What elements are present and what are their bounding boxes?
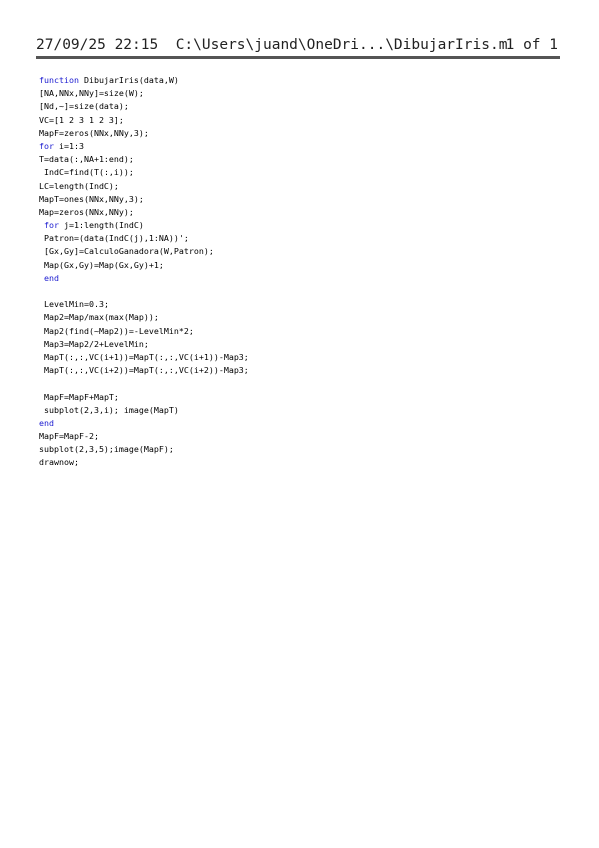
code-line [39,140,249,153]
code-text: j=1:length(IndC) [59,220,144,231]
code-line [39,298,249,311]
code-text: Map3=Map2/2+LevelMin; [44,338,149,349]
code-line [39,100,249,113]
print-header [36,36,560,59]
code-keyword: for [39,140,54,151]
code-line [39,377,249,390]
code-line [39,193,249,206]
code-keyword: end [44,272,59,283]
code-text: LC=length(IndC); [39,180,119,191]
code-text: DibujarIris(data,W) [78,75,179,85]
code-line [39,232,249,245]
code-text: IndC=find(T(:,i)); [44,167,134,178]
code-line [39,127,249,140]
code-line [39,325,249,338]
code-text: LevelMin=0.3; [44,299,109,310]
code-text: i=1:3 [54,140,84,151]
code-text: Map2(find(~Map2))=-LevelMin*2; [44,325,194,336]
code-text: VC=[1 2 3 1 2 3]; [39,114,124,125]
code-line [39,272,249,285]
code-line [39,404,249,417]
code-line [39,74,249,87]
code-line [39,443,249,456]
code-text: MapT(:,:,VC(i+1))=MapT(:,:,VC(i+1))-Map3; [44,351,249,362]
code-text: Map(Gx,Gy)=Map(Gx,Gy)+1; [44,259,164,270]
code-keyword: function [39,75,79,85]
code-text: MapF=MapF+MapT; [44,391,119,402]
code-text: drawnow; [39,457,79,468]
header-file-path: C:\Users\juand\OneDri...\DibujarIris.m [175,37,508,53]
code-text: MapF=zeros(NNx,NNy,3); [39,127,149,138]
code-text: MapT(:,:,VC(i+2))=MapT(:,:,VC(i+2))-Map3; [44,365,249,376]
code-line [39,206,249,219]
code-line [39,311,249,324]
code-keyword: end [39,417,54,428]
code-line [39,364,249,377]
code-line [39,351,249,364]
code-text: subplot(2,3,i); image(MapT) [44,404,179,415]
header-page-number: 1 of 1 [505,37,558,53]
code-line [39,153,249,166]
code-text: T=data(:,NA+1:end); [39,154,134,165]
code-line [39,245,249,258]
code-line [39,430,249,443]
code-text: [NA,NNx,NNy]=size(W); [39,88,144,99]
code-text: Map=zeros(NNx,NNy); [39,206,134,217]
code-line [39,180,249,193]
code-line [39,114,249,127]
code-line [39,285,249,298]
header-left [36,36,507,54]
code-listing [39,74,249,470]
code-text: Patron=(data(IndC(j),1:NA))'; [44,233,189,244]
header-timestamp: 27/09/25 22:15 [36,37,159,53]
code-text: [Nd,~]=size(data); [39,101,129,112]
code-line [39,456,249,469]
code-line [39,391,249,404]
code-text: subplot(2,3,5);image(MapF); [39,444,174,455]
code-line [39,417,249,430]
code-text: MapF=MapF-2; [39,431,99,442]
code-keyword: for [44,220,59,231]
code-text: [Gx,Gy]=CalculoGanadora(W,Patron); [44,246,214,257]
code-line [39,87,249,100]
code-text: Map2=Map/max(max(Map)); [44,312,159,323]
code-line [39,259,249,272]
code-text: MapT=ones(NNx,NNy,3); [39,193,144,204]
code-line [39,219,249,232]
code-line [39,166,249,179]
code-line [39,338,249,351]
